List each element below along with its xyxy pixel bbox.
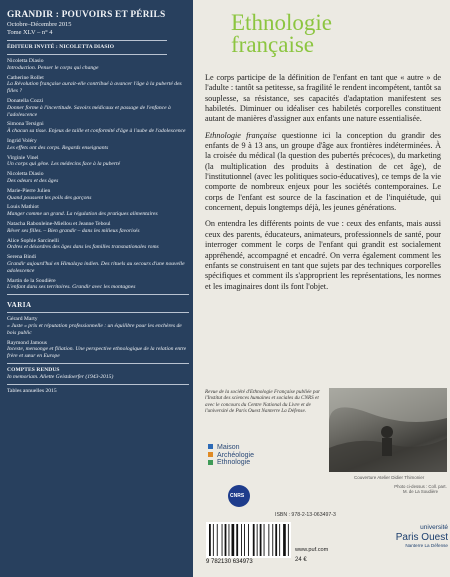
maison-line: Archéologie: [217, 451, 254, 459]
barcode: [206, 522, 291, 558]
maison-line: Maison: [217, 444, 240, 451]
journal-logo: [231, 12, 332, 56]
brand-line-1: Ethnologie: [231, 10, 332, 35]
entry-title: Rêver ses filles. – Bien grandir – dans les milieux favorisés: [7, 227, 140, 234]
maison-wordmark: [217, 444, 254, 467]
toc-entry: [7, 254, 189, 274]
isbn: ISBN : 978-2-13-063497-3: [275, 512, 336, 518]
entry-author: Martin de la Soudière: [7, 277, 56, 284]
university-line-3: Nanterre La Défense: [405, 543, 448, 548]
price: 24 €: [295, 557, 307, 563]
toc-entry: [7, 98, 189, 118]
entry-author: Simona Tersigni: [7, 121, 44, 128]
divider: [7, 54, 167, 55]
entry-author: Nicoletta Diasio: [7, 171, 44, 178]
divider: [7, 363, 189, 364]
toc-entry: [7, 238, 189, 252]
entry-author: Alice Sophie Sarcinelli: [7, 237, 59, 244]
toc-entry: [7, 75, 189, 95]
barcode-digits: 9 782130 634973: [206, 559, 253, 565]
toc-entry: [7, 316, 189, 336]
entry-title: Manger comme un grand. La régulation des pratiques alimentaires: [7, 211, 158, 218]
issue-number: Tome XLV – n° 4: [7, 29, 53, 36]
publisher-website: www.puf.com: [295, 547, 329, 553]
toc-entry: [7, 155, 189, 169]
in-memoriam: In memoriam. Aliette Geistdoerfer (1943-2015): [7, 373, 114, 380]
university-line-2: Paris Ouest: [395, 532, 448, 543]
annual-tables: Tables annuelles 2015: [7, 387, 57, 394]
entry-title: Quand poussent les poils des garçons: [7, 194, 92, 201]
university-logo: [378, 524, 448, 549]
divider: [7, 40, 167, 41]
entry-title: Ordres et désordres des âges dans les familles transnationales roms: [7, 244, 159, 251]
toc-entry: [7, 188, 189, 202]
entry-title: Donner forme à l'incertitude. Savoirs médicaux et passage de l'enfance à l'adolescence: [7, 104, 171, 118]
entry-author: Raymond Jamous: [7, 339, 47, 346]
toc-entry: [7, 171, 189, 185]
back-cover-main: [193, 0, 450, 577]
maison-logo-icon: [207, 443, 215, 471]
toc-entry: [7, 221, 189, 235]
photo-caption: Couverture Atelier Didier Thimonier: [354, 475, 425, 480]
table-of-contents: [7, 58, 189, 291]
toc-entry: [7, 121, 189, 135]
varia-heading: VARIA: [7, 301, 32, 310]
publisher-note: Revue de la société d'Ethnologie Française publiée par l'Institut des sciences humaines et sociales du CNRS et avec le concours du Centre National du Livre et de l'université de Paris Ouest Nanterre La Défense.: [205, 389, 321, 415]
cnrs-logo-text: CNRS: [230, 493, 245, 499]
entry-title: « Juste » prix et réputation professionnelle : un équilibre pour les enchères de bois public: [7, 322, 182, 336]
entry-author: Natacha Rabonleine-Miellou et Jeanne Teboul: [7, 220, 111, 227]
varia-list: [7, 316, 189, 360]
guest-editor: ÉDITEUR INVITÉ : NICOLETTA DIASIO: [7, 44, 115, 50]
entry-author: Marie-Pierre Julien: [7, 187, 51, 194]
entry-title: Inceste, mensonge et filiation. Une perspective ethnologique de la relation entre frère et sœur en Europe: [7, 346, 187, 360]
entry-title: Des odeurs et des âges: [7, 177, 59, 184]
entry-author: Serena Bindi: [7, 254, 37, 261]
summary-paragraph: Le corps participe de la définition de l'enfant en tant que « autre » de l'adulte : tantôt sa petitesse, sa fragilité le rendent incompétent, tantôt sa souplesse, sa résistance, ses capacités d'adaptation manifestent ses habiletés. Diminuer ou idéaliser ces habiletés corporelles constituent autant de manières d'assigner aux enfants une nature essentialisée.: [205, 73, 441, 124]
reviews-heading: COMPTES RENDUS: [7, 366, 60, 373]
entry-author: Nicoletta Diasio: [7, 58, 44, 64]
entry-author: Donatella Cozzi: [7, 97, 44, 104]
entry-title: Grandir aujourd'hui en Himalaya indien. Des rituels au secours d'une nouvelle adolescence: [7, 260, 185, 274]
entry-title: Introduction. Penser le corps qui change: [7, 64, 99, 71]
toc-entry: [7, 340, 189, 360]
toc-entry: [7, 138, 189, 152]
summary-paragraph: On entendra les différents points de vue : ceux des enfants, mais aussi ceux des parents, éducateurs, animateurs, professionnels de santé, pour interroger comment le corps de l'enfant qui grandit est socialement appréhendé, accompagné et encadré. On verra également comment les enfants se construisent en tant que sujets par des techniques corporelles spécifiques et comment ils s'approprient les représentations, les normes et les imaginaires dont ils font l'objet.: [205, 219, 441, 291]
journal-name-inline: Ethnologie française: [205, 130, 277, 140]
entry-title: Les effets ont des corps. Regards enseignants: [7, 144, 109, 151]
photo-credit: Photo ci-dessus : Coll. part. M. de La Soudière: [394, 484, 447, 495]
entry-author: Virginie Vinel: [7, 154, 39, 161]
entry-author: Gérard Marty: [7, 316, 38, 323]
divider: [7, 312, 189, 313]
entry-title: Un corps qui gêne. Les médecins face à la puberté: [7, 161, 121, 168]
toc-entry: [7, 204, 189, 218]
entry-title: À chacun sa tisse. Enjeux de taille et conformité d'âge à l'aube de l'adolescence: [7, 128, 186, 135]
back-cover-contents-panel: [0, 0, 193, 577]
entry-author: Catherine Rollet: [7, 74, 44, 81]
issue-date: Octobre–Décembre 2015: [7, 21, 72, 28]
journal-title: GRANDIR : POUVOIRS ET PÉRILS: [7, 10, 166, 20]
divider: [7, 384, 189, 385]
toc-entry: [7, 58, 189, 72]
maison-line: Ethnologie: [217, 459, 251, 467]
brand-line-2: française: [231, 32, 314, 57]
summary-paragraph: Ethnologie française questionne ici la conception du grandir des enfants de 9 à 13 ans, un groupe d'âge aux frontières indéterminées. À la croisée du médical (la question des pubertés précoces), du marketing (la multiplication des produits à destination de cet âge), de l'institutionnel (avec les politiques socio-éducatives), ce temps de la vie comporte de nombreux enjeux pour les sociétés contemporaines. Le corps de l'enfant est source de la fascination et de l'inquiétude, qui concernent, depuis longtemps déjà, les jeunes générations.: [205, 130, 441, 213]
entry-author: Louis Mathiot: [7, 204, 39, 211]
entry-author: Ingrid Voléry: [7, 137, 37, 144]
cover-photo-image: [329, 388, 447, 472]
entry-title: L'enfant dans ses territoires. Grandir avec les montagnes: [7, 284, 136, 291]
cover-photo: [329, 388, 447, 472]
entry-title: La Révolution française aurait-elle contribué à avancer l'âge à la puberté des filles ?: [7, 81, 182, 95]
university-line-1: université: [420, 524, 448, 531]
toc-entry: [7, 278, 189, 292]
barcode-icon: [206, 522, 291, 558]
divider: [7, 294, 189, 295]
summary-text: [205, 73, 441, 298]
